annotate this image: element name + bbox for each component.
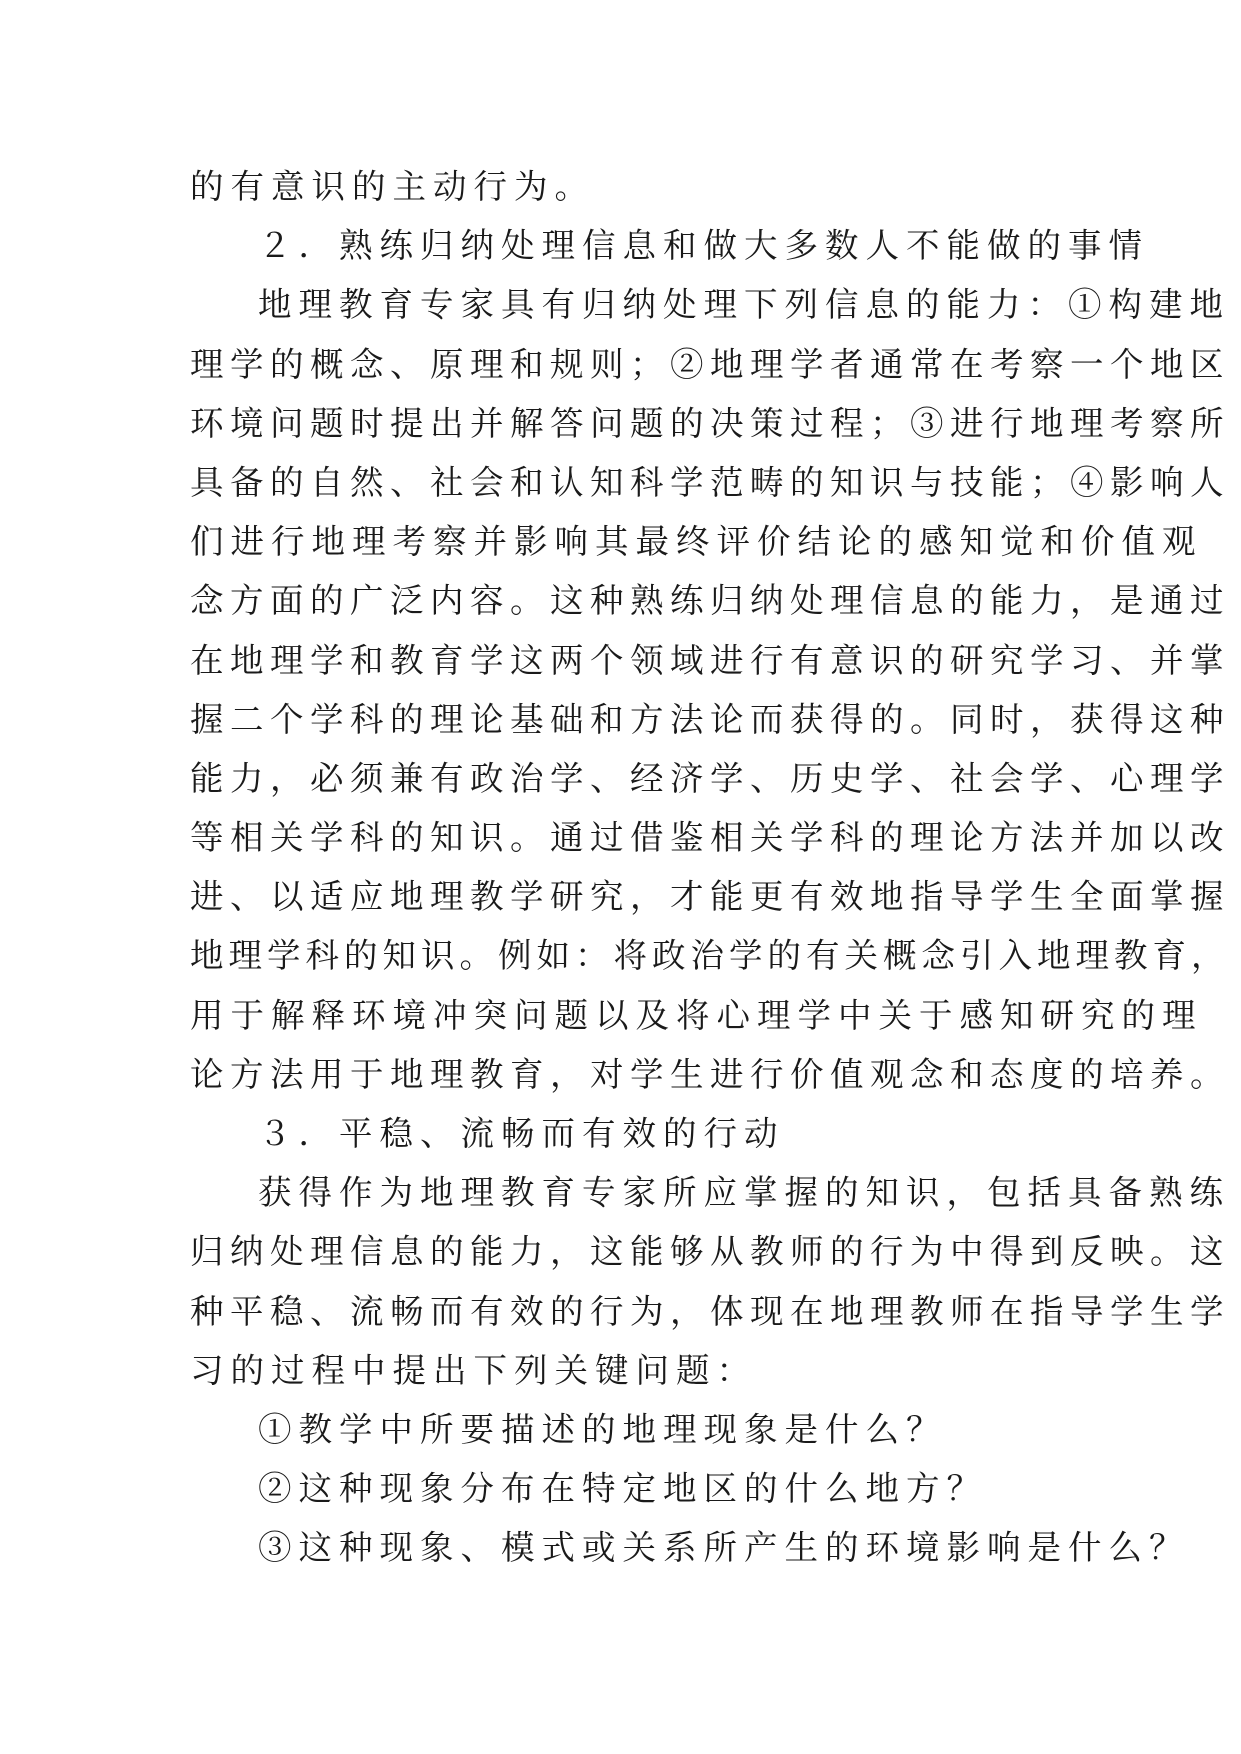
paragraph-line: 的有意识的主动行为。 bbox=[190, 167, 595, 206]
paragraph-line: 获得作为地理教育专家所应掌握的知识，包括具备熟练 bbox=[258, 1173, 1230, 1213]
paragraph-line: 们进行地理考察并影响其最终评价结论的感知觉和价值观 bbox=[190, 522, 1203, 562]
paragraph-line: 念方面的广泛内容。这种熟练归纳处理信息的能力，是通过 bbox=[190, 581, 1230, 621]
paragraph-line: 握二个学科的理论基础和方法论而获得的。同时，获得这种 bbox=[190, 699, 1230, 739]
question-item-3: ③这种现象、模式或关系所产生的环境影响是什么？ bbox=[258, 1528, 1190, 1568]
paragraph-line: 论方法用于地理教育，对学生进行价值观念和态度的培养。 bbox=[190, 1054, 1230, 1094]
paragraph-line: 用于解释环境冲突问题以及将心理学中关于感知研究的理 bbox=[190, 995, 1203, 1035]
paragraph-line: 环境问题时提出并解答问题的决策过程；③进行地理考察所 bbox=[190, 403, 1230, 443]
paragraph-line: 具备的自然、社会和认知科学范畴的知识与技能；④影响人 bbox=[190, 462, 1230, 502]
paragraph-line: 地理教育专家具有归纳处理下列信息的能力：①构建地 bbox=[258, 285, 1230, 325]
question-item-1: ①教学中所要描述的地理现象是什么？ bbox=[258, 1409, 947, 1449]
question-item-2: ②这种现象分布在特定地区的什么地方？ bbox=[258, 1469, 987, 1509]
paragraph-line: 等相关学科的知识。通过借鉴相关学科的理论方法并加以改 bbox=[190, 818, 1230, 858]
paragraph-line: 地理学科的知识。例如：将政治学的有关概念引入地理教育， bbox=[190, 936, 1230, 976]
paragraph-line: 在地理学和教育学这两个领域进行有意识的研究学习、并掌 bbox=[190, 640, 1230, 680]
paragraph-line: 归纳处理信息的能力，这能够从教师的行为中得到反映。这 bbox=[190, 1232, 1230, 1272]
paragraph-line: 能力，必须兼有政治学、经济学、历史学、社会学、心理学 bbox=[190, 758, 1230, 798]
paragraph-line: 理学的概念、原理和规则；②地理学者通常在考察一个地区 bbox=[190, 344, 1230, 384]
body-text bbox=[190, 157, 1230, 1578]
section-heading-3: ３．平稳、流畅而有效的行动 bbox=[258, 1114, 785, 1153]
paragraph-line: 种平稳、流畅而有效的行为，体现在地理教师在指导学生学 bbox=[190, 1291, 1230, 1331]
section-heading-2: ２．熟练归纳处理信息和做大多数人不能做的事情 bbox=[258, 226, 1149, 266]
paragraph-line: 进、以适应地理教学研究，才能更有效地指导学生全面掌握 bbox=[190, 877, 1230, 917]
paragraph-line: 习的过程中提出下列关键问题： bbox=[190, 1350, 757, 1390]
